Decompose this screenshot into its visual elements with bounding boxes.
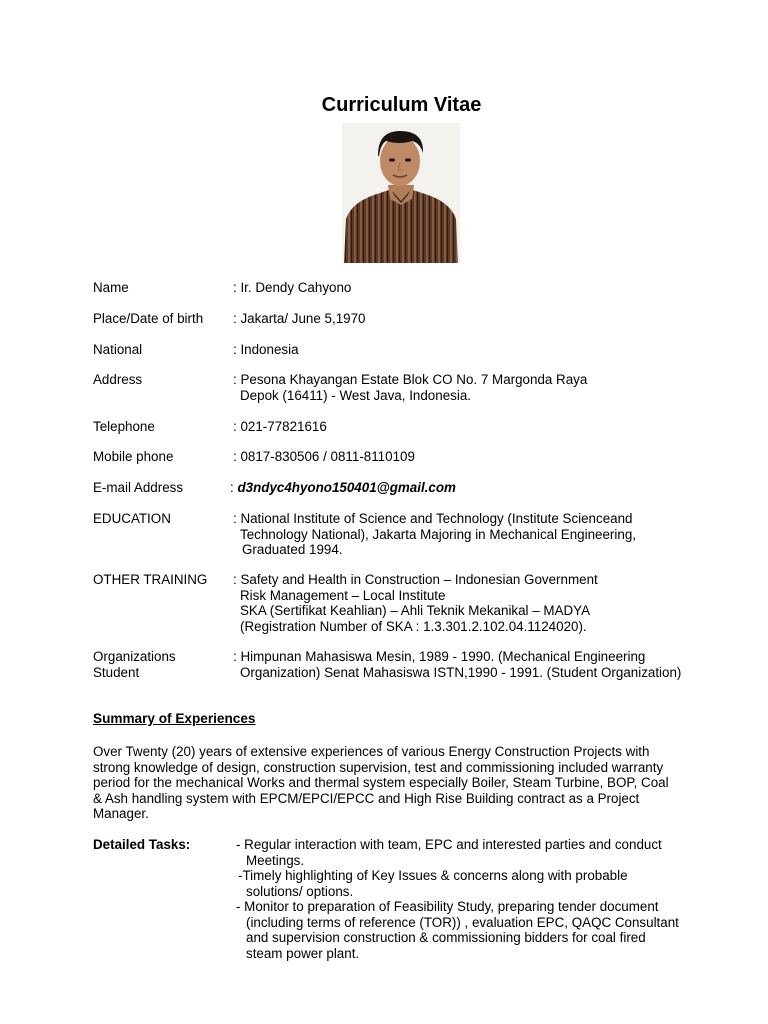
education-line: : National Institute of Science and Technology (Institute Scienceand — [233, 511, 633, 526]
task-line: and supervision construction & commissioning bidders for coal fired — [246, 930, 646, 945]
address-line: : Pesona Khayangan Estate Blok CO No. 7 Margonda Raya — [233, 372, 588, 387]
email-colon: : — [230, 480, 234, 495]
document-title: Curriculum Vitae — [321, 94, 482, 116]
name-label: Name — [93, 280, 129, 295]
task-line: Meetings. — [246, 852, 305, 868]
training-line: (Registration Number of SKA : 1.3.301.2.102.04.1124020). — [240, 618, 587, 634]
birth-value: : Jakarta/ June 5,1970 — [233, 311, 366, 326]
profile-photo — [342, 123, 460, 263]
task-line: -Timely highlighting of Key Issues & concerns along with probable — [238, 868, 628, 883]
national-label: National — [93, 342, 143, 357]
organizations-label: Organizations — [93, 649, 176, 664]
task-line: (including terms of reference (TOR)) , evaluation EPC, QAQC Consultant — [246, 914, 679, 930]
detailed-tasks-list — [236, 837, 716, 961]
training-line: : Safety and Health in Construction – Indonesian Government — [233, 572, 598, 587]
organizations-line: : Himpunan Mahasiswa Mesin, 1989 - 1990. (Mechanical Engineering — [233, 649, 646, 664]
detailed-tasks-label: Detailed Tasks: — [93, 837, 191, 852]
summary-paragraph — [93, 744, 718, 822]
telephone-value: : 021-77821616 — [233, 419, 327, 434]
national-value: : Indonesia — [233, 342, 299, 357]
summary-heading: Summary of Experiences — [93, 711, 256, 726]
summary-line: period for the mechanical Works and thermal system especially Boiler, Steam Turbine, BOP, Coal — [93, 775, 669, 790]
organizations-line: Organization) Senat Mahasiswa ISTN,1990 - 1991. (Student Organization) — [240, 664, 682, 680]
address-label: Address — [93, 372, 143, 387]
address-line: Depok (16411) - West Java, Indonesia. — [240, 387, 471, 403]
task-line: steam power plant. — [246, 945, 360, 961]
education-line: Technology National), Jakarta Majoring in Mechanical Engineering, — [240, 526, 636, 542]
education-label: EDUCATION — [93, 511, 171, 526]
email-label: E-mail Address — [93, 480, 184, 495]
training-line: Risk Management – Local Institute — [240, 587, 446, 603]
name-value: : Ir. Dendy Cahyono — [233, 280, 352, 295]
summary-line: Over Twenty (20) years of extensive experiences of various Energy Construction Projects with — [93, 744, 650, 759]
mobile-value: : 0817-830506 / 0811-8110109 — [233, 449, 415, 464]
task-line: solutions/ options. — [246, 883, 354, 899]
organizations-label: Student — [93, 664, 140, 680]
training-label: OTHER TRAINING — [93, 572, 208, 587]
education-line: Graduated 1994. — [242, 542, 343, 557]
telephone-label: Telephone — [93, 419, 155, 434]
birth-label: Place/Date of birth — [93, 311, 204, 326]
email-link[interactable]: d3ndyc4hyono150401@gmail.com — [237, 480, 456, 495]
task-line: - Regular interaction with team, EPC and interested parties and conduct — [236, 837, 662, 852]
summary-line: Manager. — [93, 806, 149, 821]
mobile-label: Mobile phone — [93, 449, 174, 464]
summary-line: & Ash handling system with EPCM/EPCI/EPCC and High Rise Building contract as a Project — [93, 790, 640, 806]
training-line: SKA (Sertifikat Keahlian) – Ahli Teknik Mekanikal – MADYA — [240, 603, 591, 618]
task-line: - Monitor to preparation of Feasibility Study, preparing tender document — [236, 899, 659, 914]
summary-line: strong knowledge of design, construction supervision, test and commissioning included warranty — [93, 759, 664, 775]
